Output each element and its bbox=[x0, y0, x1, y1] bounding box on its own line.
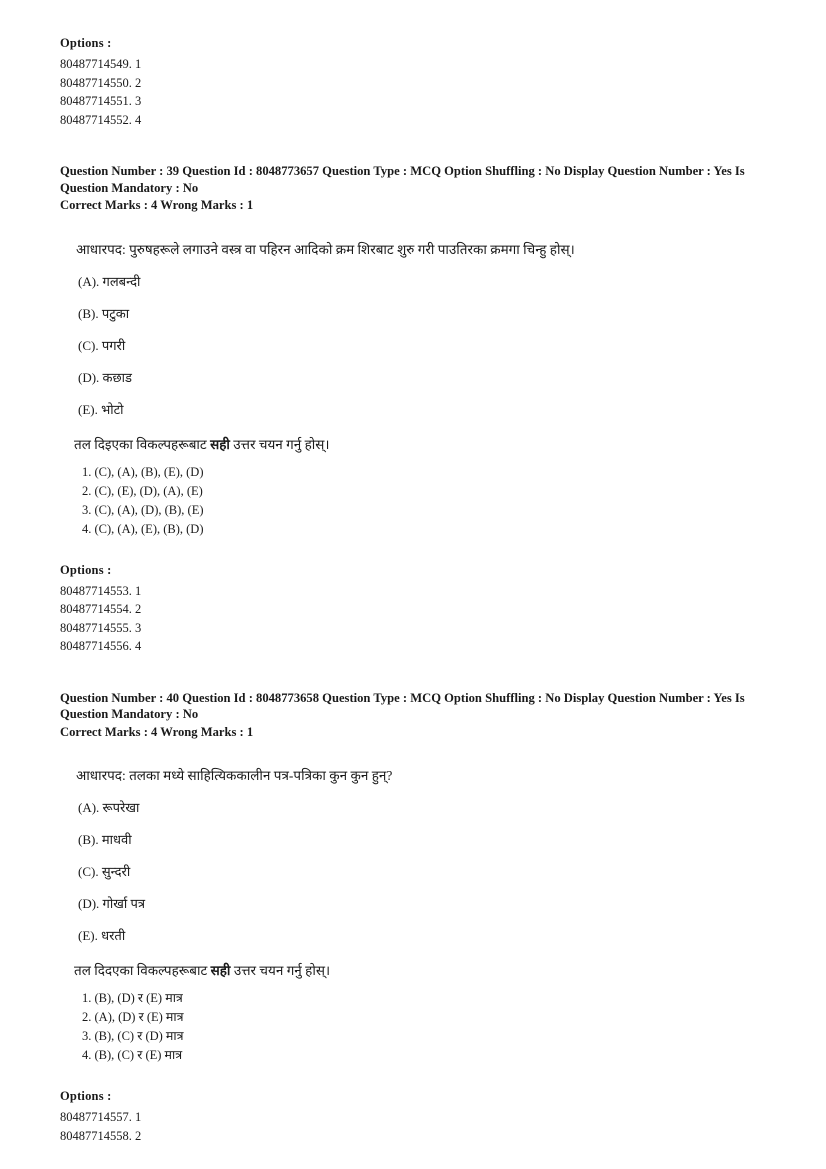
option-line: 80487714555. 3 bbox=[60, 620, 142, 635]
option-line: 80487714554. 2 bbox=[60, 602, 142, 616]
options-block-40 bbox=[60, 1089, 766, 1145]
question-stem: आधारपद: तलका मध्ये साहित्यिककालीन पत्र-पत्रिका कुन कुन हुन्? bbox=[76, 768, 393, 783]
question-header bbox=[60, 690, 766, 723]
option-line: 80487714552. 4 bbox=[60, 112, 142, 127]
options-title: Options : bbox=[60, 1089, 112, 1103]
answer-option[interactable]: 2. (C), (E), (D), (A), (E) bbox=[82, 483, 203, 498]
question-answer-list bbox=[82, 463, 766, 539]
question-choice: (D). कछाड bbox=[78, 369, 132, 385]
question-block-40 bbox=[60, 690, 766, 1146]
question-marks: Correct Marks : 4 Wrong Marks : 1 bbox=[60, 724, 254, 739]
option-line: 80487714550. 2 bbox=[60, 75, 142, 90]
question-answer-list bbox=[82, 989, 766, 1065]
question-header bbox=[60, 163, 766, 196]
question-choice: (A). रूपरेखा bbox=[78, 800, 140, 815]
question-choice: (C). सुन्दरी bbox=[78, 864, 131, 879]
question-header-line1: Question Number : 40 Question Id : 8048773658 Question Type : MCQ Option Shuffling : No Display Question Number : Yes Is bbox=[60, 690, 745, 705]
options-title: Options : bbox=[60, 562, 112, 577]
answer-option[interactable]: 4. (C), (A), (E), (B), (D) bbox=[82, 521, 204, 536]
question-choice: (B). पटुका bbox=[78, 305, 130, 321]
option-line: 80487714553. 1 bbox=[60, 583, 142, 598]
question-choice: (C). पगरी bbox=[78, 337, 126, 353]
instruction-text-before: तल दिइएका विकल्पहरूबाट bbox=[74, 436, 211, 452]
options-block-top bbox=[60, 36, 766, 129]
options-block-39 bbox=[60, 563, 766, 656]
question-stem: आधारपद: पुरुषहरूले लगाउने वस्त्र वा पहिरन आदिको क्रम शिरबाट शुरु गरी पाउतिरका क्रमगा चिन्हु होस्। bbox=[76, 241, 575, 257]
instruction-emphasis: सही bbox=[210, 436, 230, 452]
question-header-line2: Question Mandatory : No bbox=[60, 707, 199, 721]
question-instruction bbox=[74, 435, 766, 455]
options-title: Options : bbox=[60, 36, 112, 50]
question-choice: (B). माधवी bbox=[78, 832, 132, 847]
answer-option[interactable]: 4. (B), (C) र (E) मात्र bbox=[82, 1048, 183, 1062]
question-choice: (E). धरती bbox=[78, 928, 126, 943]
answer-option[interactable]: 3. (C), (A), (D), (B), (E) bbox=[82, 502, 204, 517]
option-line: 80487714551. 3 bbox=[60, 94, 142, 108]
question-choice: (A). गलबन्दी bbox=[78, 273, 141, 289]
instruction-text-after: उत्तर चयन गर्नु होस्। bbox=[229, 436, 330, 452]
instruction-text-after: उत्तर चयन गर्नु होस्। bbox=[230, 963, 331, 978]
question-body bbox=[60, 766, 766, 1065]
question-choice: (D). गोर्खा पत्र bbox=[78, 896, 146, 911]
option-line: 80487714557. 1 bbox=[60, 1110, 142, 1124]
instruction-text-before: तल दिदएका विकल्पहरूबाट bbox=[74, 963, 211, 978]
answer-option[interactable]: 3. (B), (C) र (D) मात्र bbox=[82, 1029, 184, 1043]
question-header-line2: Question Mandatory : No bbox=[60, 180, 199, 195]
question-choice: (E). भोटो bbox=[78, 401, 124, 417]
answer-option[interactable]: 2. (A), (D) र (E) मात्र bbox=[82, 1010, 184, 1024]
question-block-39 bbox=[60, 163, 766, 656]
question-body bbox=[60, 240, 766, 539]
option-line: 80487714558. 2 bbox=[60, 1128, 142, 1143]
question-header-line1: Question Number : 39 Question Id : 8048773657 Question Type : MCQ Option Shuffling : No Display Question Number : Yes Is bbox=[60, 164, 745, 178]
answer-option[interactable]: 1. (C), (A), (B), (E), (D) bbox=[82, 464, 204, 479]
option-line: 80487714556. 4 bbox=[60, 639, 142, 653]
option-line: 80487714549. 1 bbox=[60, 57, 142, 71]
instruction-emphasis: सही bbox=[210, 963, 231, 978]
question-instruction bbox=[74, 961, 766, 981]
answer-option[interactable]: 1. (B), (D) र (E) मात्र bbox=[82, 991, 183, 1005]
question-marks: Correct Marks : 4 Wrong Marks : 1 bbox=[60, 198, 254, 212]
